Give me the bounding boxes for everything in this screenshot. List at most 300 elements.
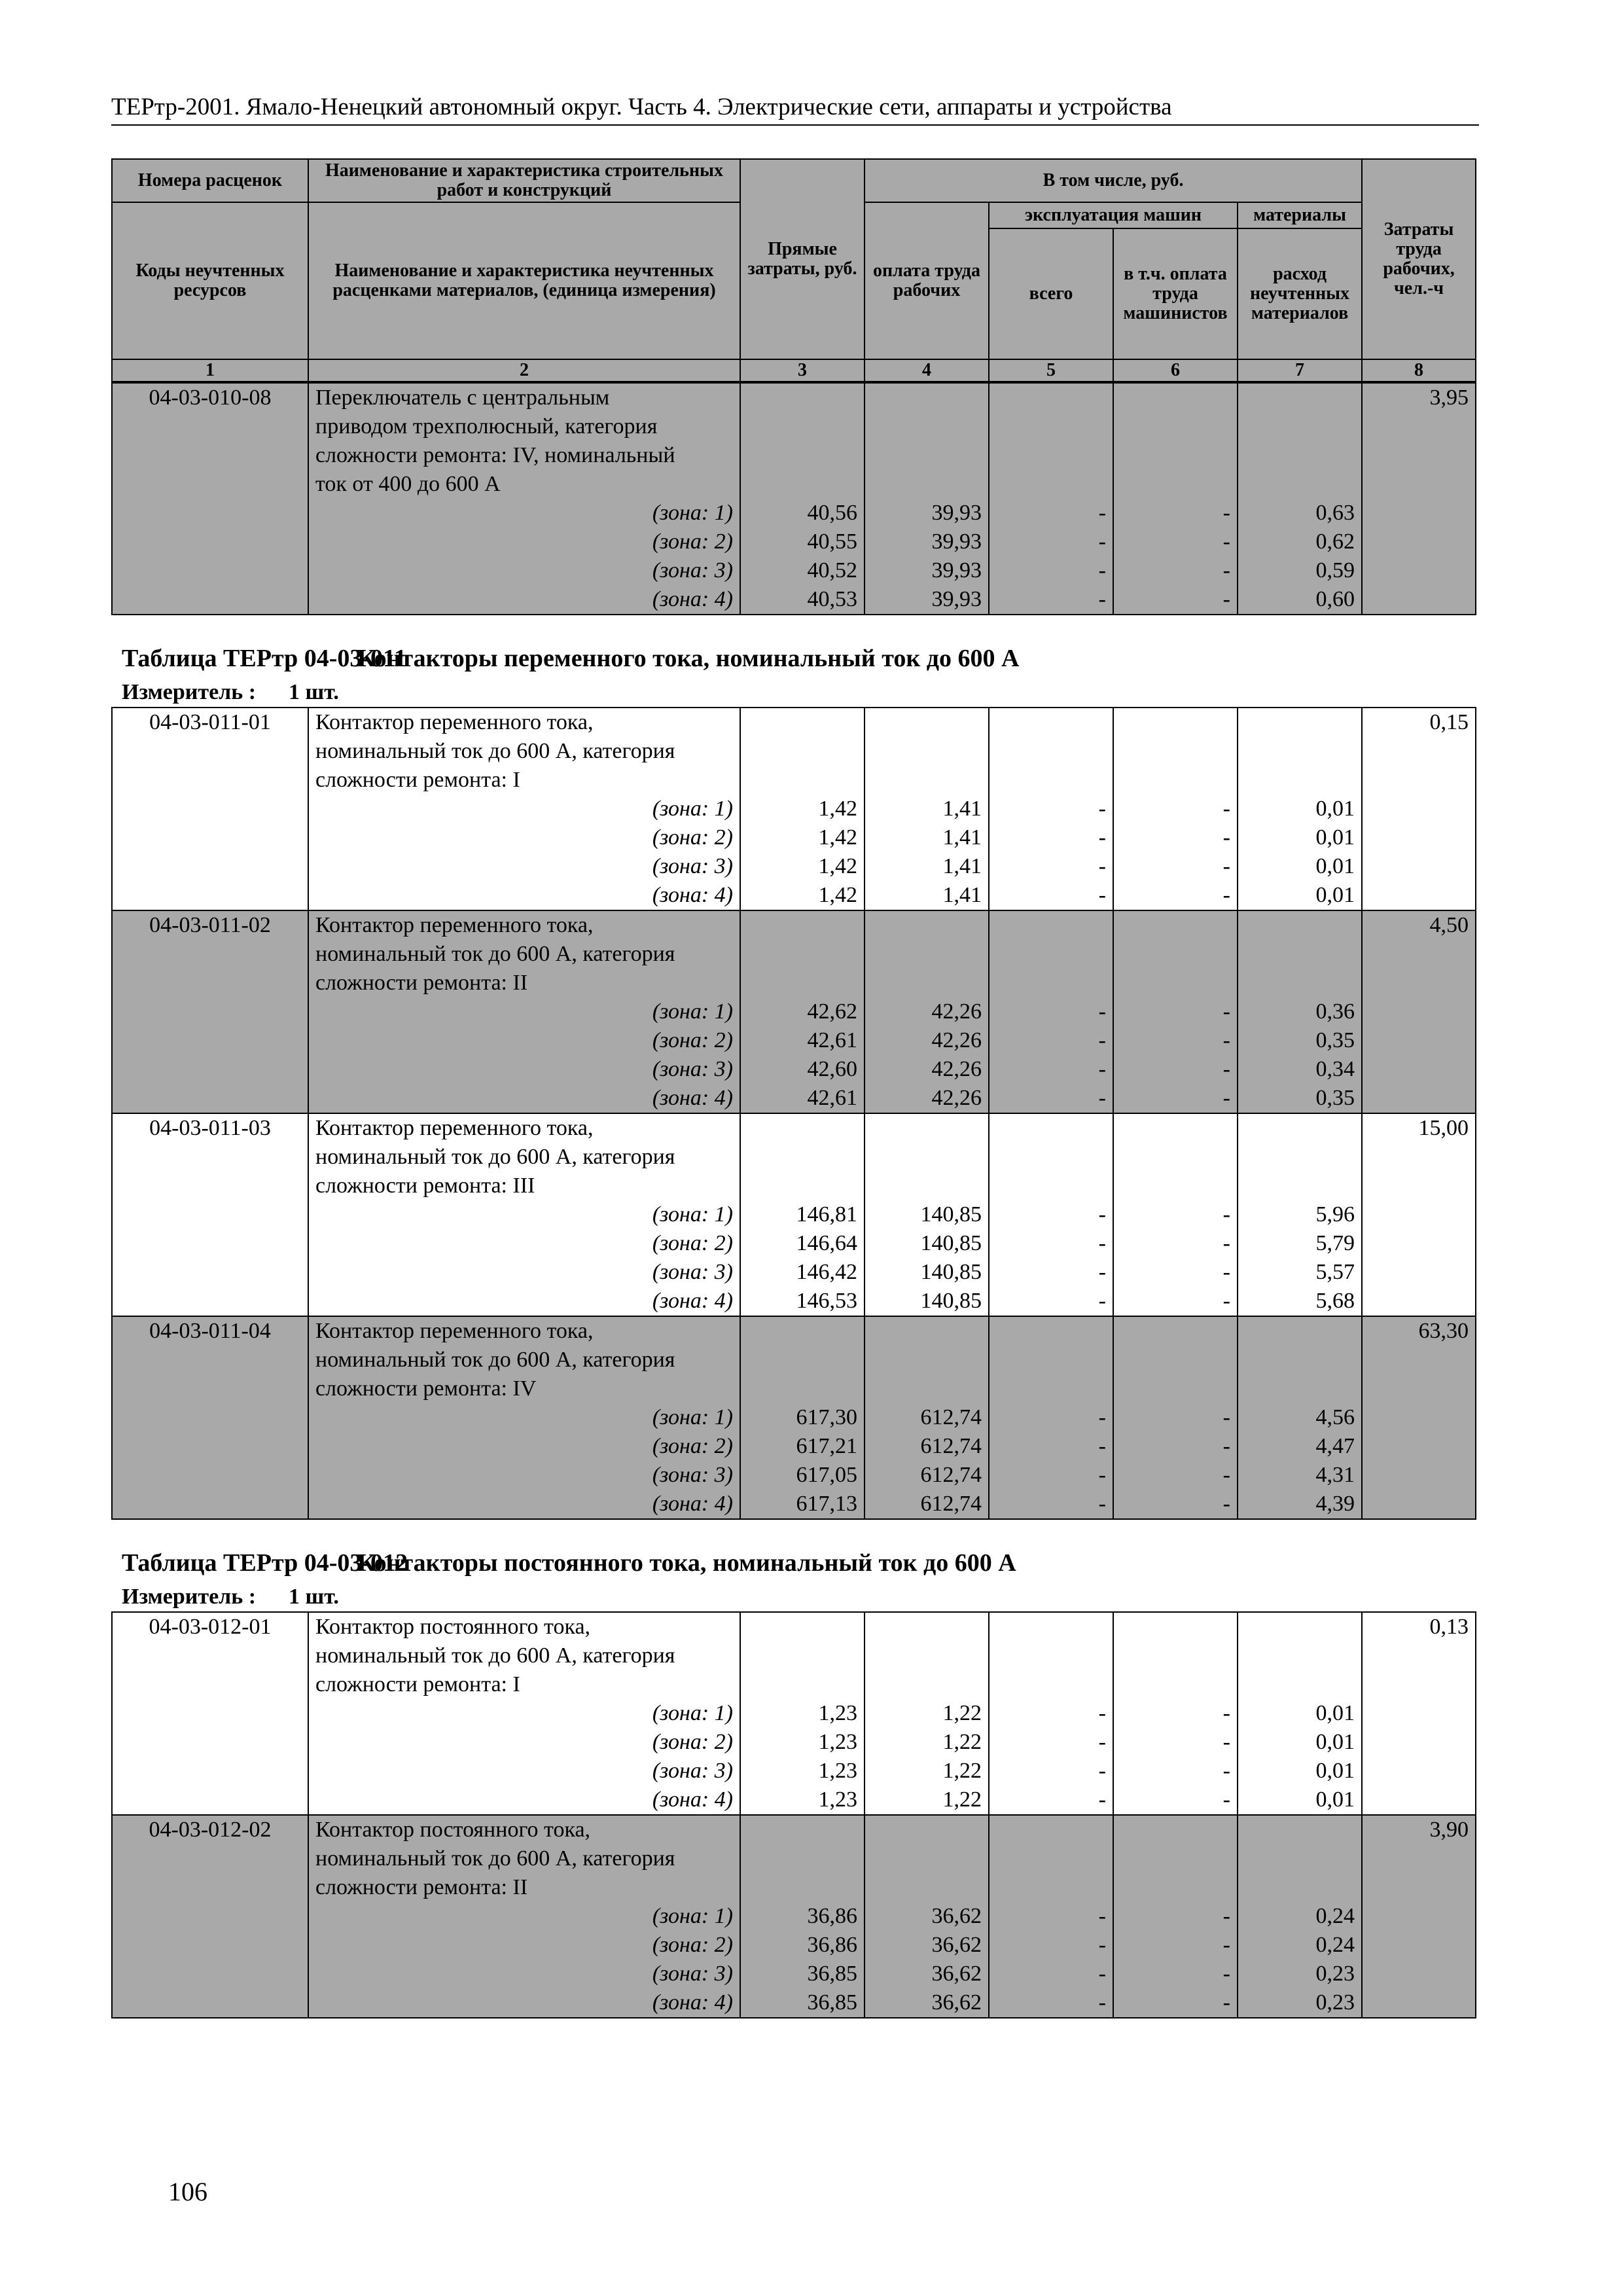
rate-group [112, 708, 1476, 910]
empty-cell [112, 969, 308, 997]
header-work-name: Наименование и характеристика строительных работ и конструкций [308, 159, 740, 202]
zone-label: (зона: 4) [308, 585, 740, 615]
empty-cell [1238, 1641, 1362, 1670]
machinist-wages: - [1113, 556, 1238, 585]
worker-wages: 1,41 [865, 795, 989, 823]
empty-cell [1362, 441, 1476, 470]
empty-cell [865, 1316, 989, 1346]
empty-cell [112, 1670, 308, 1699]
empty-cell [1238, 412, 1362, 441]
empty-cell [1113, 708, 1238, 737]
machines-total: - [989, 585, 1113, 615]
machines-total: - [989, 1988, 1113, 2018]
empty-cell [112, 1055, 308, 1084]
empty-cell [1238, 1815, 1362, 1844]
empty-cell [1362, 766, 1476, 795]
table-title-code: Таблица ТЕРтр 04-03-011 [122, 645, 406, 672]
empty-cell [865, 470, 989, 499]
empty-cell [989, 910, 1113, 940]
rates-table [111, 707, 1476, 1520]
empty-cell [989, 1346, 1113, 1374]
machines-total: - [989, 1757, 1113, 1785]
labor-hours: 0,13 [1362, 1612, 1476, 1641]
machinist-wages: - [1113, 1403, 1238, 1432]
worker-wages: 1,22 [865, 1699, 989, 1728]
empty-cell [1362, 528, 1476, 556]
empty-cell [740, 940, 865, 969]
zone-label: (зона: 2) [308, 1931, 740, 1960]
materials-cost: 0,60 [1238, 585, 1362, 615]
empty-cell [989, 1641, 1113, 1670]
direct-cost: 40,52 [740, 556, 865, 585]
header-direct-costs: Прямые затраты, руб. [740, 159, 865, 359]
empty-cell [1113, 1670, 1238, 1699]
machinist-wages: - [1113, 1026, 1238, 1055]
empty-cell [112, 1490, 308, 1519]
zone-row [112, 1490, 1476, 1519]
empty-cell [1113, 441, 1238, 470]
zone-row [112, 795, 1476, 823]
empty-cell [112, 1287, 308, 1316]
zone-row [112, 1728, 1476, 1757]
empty-cell [865, 1844, 989, 1873]
empty-cell [1362, 1346, 1476, 1374]
zone-label: (зона: 3) [308, 1055, 740, 1084]
empty-cell [112, 1229, 308, 1258]
empty-cell [740, 737, 865, 766]
zone-label: (зона: 3) [308, 556, 740, 585]
worker-wages: 1,41 [865, 881, 989, 910]
empty-cell [1113, 1844, 1238, 1873]
name-line-row [112, 737, 1476, 766]
name-line-row [112, 383, 1476, 412]
name-line-row [112, 1172, 1476, 1200]
worker-wages: 36,62 [865, 1931, 989, 1960]
machines-total: - [989, 997, 1113, 1026]
empty-cell [1238, 441, 1362, 470]
materials-cost: 0,24 [1238, 1931, 1362, 1960]
table-title-text: Контакторы постоянного тока, номинальный ток до 600 А [357, 1549, 1016, 1577]
materials-cost: 5,57 [1238, 1258, 1362, 1287]
empty-cell [865, 737, 989, 766]
zone-row [112, 1988, 1476, 2018]
rate-name-line: приводом трехполюсный, категория [308, 412, 740, 441]
empty-cell [740, 470, 865, 499]
empty-cell [1362, 940, 1476, 969]
zone-row [112, 499, 1476, 528]
empty-cell [740, 1873, 865, 1902]
zone-label: (зона: 1) [308, 1699, 740, 1728]
rate-group [112, 1113, 1476, 1316]
empty-cell [865, 1815, 989, 1844]
empty-cell [989, 737, 1113, 766]
labor-hours: 63,30 [1362, 1316, 1476, 1346]
header-material-name: Наименование и характеристика неучтенных расценками материалов, (единица измерения) [308, 202, 740, 359]
empty-cell [989, 708, 1113, 737]
machines-total: - [989, 1200, 1113, 1229]
empty-cell [1238, 1113, 1362, 1143]
machines-total: - [989, 1258, 1113, 1287]
zone-label: (зона: 2) [308, 1432, 740, 1461]
empty-cell [865, 383, 989, 412]
empty-cell [989, 969, 1113, 997]
direct-cost: 40,53 [740, 585, 865, 615]
empty-cell [740, 766, 865, 795]
machinist-wages: - [1113, 1902, 1238, 1931]
empty-cell [1238, 1670, 1362, 1699]
materials-cost: 0,23 [1238, 1988, 1362, 2018]
machinist-wages: - [1113, 1258, 1238, 1287]
rate-name-line: Контактор постоянного тока, [308, 1612, 740, 1641]
machines-total: - [989, 1960, 1113, 1988]
zone-label: (зона: 1) [308, 997, 740, 1026]
zone-label: (зона: 2) [308, 1728, 740, 1757]
empty-cell [1113, 1873, 1238, 1902]
empty-cell [740, 1374, 865, 1403]
empty-cell [1362, 1699, 1476, 1728]
empty-cell [740, 1670, 865, 1699]
empty-cell [865, 1873, 989, 1902]
zone-label: (зона: 1) [308, 1403, 740, 1432]
empty-cell [1238, 1374, 1362, 1403]
worker-wages: 36,62 [865, 1988, 989, 2018]
direct-cost: 146,53 [740, 1287, 865, 1316]
zone-row [112, 1055, 1476, 1084]
header-machines-total: всего [989, 228, 1113, 359]
name-line-row [112, 1374, 1476, 1403]
empty-cell [989, 383, 1113, 412]
empty-cell [112, 1931, 308, 1960]
empty-cell [1238, 470, 1362, 499]
empty-cell [112, 1461, 308, 1490]
empty-cell [1113, 470, 1238, 499]
empty-cell [1238, 969, 1362, 997]
empty-cell [740, 1641, 865, 1670]
empty-cell [112, 1374, 308, 1403]
materials-cost: 0,01 [1238, 823, 1362, 852]
running-head: ТЕРтр-2001. Ямало-Ненецкий автономный округ. Часть 4. Электрические сети, аппараты и устройства [111, 92, 1479, 126]
machinist-wages: - [1113, 1461, 1238, 1490]
materials-cost: 0,23 [1238, 1960, 1362, 1988]
empty-cell [865, 1346, 989, 1374]
empty-cell [1362, 1670, 1476, 1699]
rate-name-line: сложности ремонта: IV, номинальный [308, 441, 740, 470]
empty-cell [112, 1757, 308, 1785]
materials-cost: 0,01 [1238, 881, 1362, 910]
empty-cell [865, 1113, 989, 1143]
rate-name-line: сложности ремонта: IV [308, 1374, 740, 1403]
empty-cell [740, 1113, 865, 1143]
empty-cell [740, 1346, 865, 1374]
empty-cell [1113, 383, 1238, 412]
empty-cell [1362, 1287, 1476, 1316]
name-line-row [112, 1346, 1476, 1374]
worker-wages: 42,26 [865, 1084, 989, 1113]
zone-row [112, 1902, 1476, 1931]
machines-total: - [989, 528, 1113, 556]
empty-cell [112, 441, 308, 470]
zone-row [112, 1461, 1476, 1490]
worker-wages: 39,93 [865, 499, 989, 528]
empty-cell [740, 1815, 865, 1844]
empty-cell [865, 1612, 989, 1641]
name-line-row [112, 412, 1476, 441]
zone-row [112, 823, 1476, 852]
empty-cell [1238, 766, 1362, 795]
machinist-wages: - [1113, 1728, 1238, 1757]
zone-label: (зона: 2) [308, 1229, 740, 1258]
zone-row [112, 1200, 1476, 1229]
empty-cell [989, 1374, 1113, 1403]
zone-label: (зона: 3) [308, 1258, 740, 1287]
col-number: 2 [308, 359, 740, 382]
empty-cell [740, 1612, 865, 1641]
worker-wages: 36,62 [865, 1960, 989, 1988]
table-title-code: Таблица ТЕРтр 04-03-012 [122, 1549, 408, 1577]
direct-cost: 1,42 [740, 823, 865, 852]
zone-row [112, 556, 1476, 585]
direct-cost: 146,42 [740, 1258, 865, 1287]
empty-cell [865, 910, 989, 940]
rate-code: 04-03-010-08 [112, 383, 308, 412]
rate-code: 04-03-011-02 [112, 910, 308, 940]
empty-cell [740, 383, 865, 412]
rate-name-line: Контактор переменного тока, [308, 910, 740, 940]
worker-wages: 140,85 [865, 1287, 989, 1316]
rates-table [111, 382, 1476, 615]
empty-cell [112, 795, 308, 823]
rate-name-line: номинальный ток до 600 А, категория [308, 1346, 740, 1374]
materials-cost: 0,01 [1238, 852, 1362, 881]
rate-code: 04-03-011-03 [112, 1113, 308, 1143]
empty-cell [1113, 1815, 1238, 1844]
machinist-wages: - [1113, 1055, 1238, 1084]
table-title [111, 643, 1479, 674]
machinist-wages: - [1113, 1084, 1238, 1113]
zone-label: (зона: 4) [308, 1988, 740, 2018]
empty-cell [989, 1844, 1113, 1873]
empty-cell [865, 708, 989, 737]
empty-cell [112, 528, 308, 556]
empty-cell [1362, 1403, 1476, 1432]
empty-cell [112, 585, 308, 615]
empty-cell [1362, 1728, 1476, 1757]
zone-row [112, 1403, 1476, 1432]
col-number: 7 [1238, 359, 1362, 382]
empty-cell [1362, 795, 1476, 823]
rate-name-line: сложности ремонта: I [308, 1670, 740, 1699]
materials-cost: 4,39 [1238, 1490, 1362, 1519]
col-number: 5 [989, 359, 1113, 382]
direct-cost: 146,64 [740, 1229, 865, 1258]
empty-cell [112, 1346, 308, 1374]
rates-table [111, 1611, 1476, 2018]
direct-cost: 36,85 [740, 1988, 865, 2018]
labor-hours: 15,00 [1362, 1113, 1476, 1143]
rate-group [112, 383, 1476, 615]
empty-cell [1362, 412, 1476, 441]
empty-cell [1113, 737, 1238, 766]
rate-group [112, 1316, 1476, 1519]
zone-row [112, 1084, 1476, 1113]
empty-cell [1113, 1641, 1238, 1670]
worker-wages: 612,74 [865, 1403, 989, 1432]
empty-cell [1362, 997, 1476, 1026]
rate-name-line: номинальный ток до 600 А, категория [308, 1844, 740, 1873]
materials-cost: 4,56 [1238, 1403, 1362, 1432]
empty-cell [1362, 585, 1476, 615]
worker-wages: 1,41 [865, 823, 989, 852]
col-number: 6 [1113, 359, 1238, 382]
page-number: 106 [168, 2177, 207, 2206]
materials-cost: 0,01 [1238, 1757, 1362, 1785]
materials-cost: 5,68 [1238, 1287, 1362, 1316]
machinist-wages: - [1113, 1931, 1238, 1960]
machinist-wages: - [1113, 528, 1238, 556]
rate-name-line: сложности ремонта: I [308, 766, 740, 795]
empty-cell [112, 1172, 308, 1200]
empty-cell [1113, 1346, 1238, 1374]
zone-label: (зона: 4) [308, 1287, 740, 1316]
empty-cell [1113, 1143, 1238, 1172]
worker-wages: 36,62 [865, 1902, 989, 1931]
empty-cell [1362, 1641, 1476, 1670]
empty-cell [1362, 969, 1476, 997]
empty-cell [112, 1403, 308, 1432]
machinist-wages: - [1113, 499, 1238, 528]
header-materials: материалы [1238, 202, 1362, 228]
rate-name-line: сложности ремонта: II [308, 1873, 740, 1902]
zone-label: (зона: 4) [308, 881, 740, 910]
empty-cell [865, 1172, 989, 1200]
materials-cost: 0,01 [1238, 795, 1362, 823]
name-line-row [112, 470, 1476, 499]
machinist-wages: - [1113, 997, 1238, 1026]
empty-cell [112, 766, 308, 795]
measure-unit: 1 шт. [289, 1585, 339, 1609]
rate-code: 04-03-012-01 [112, 1612, 308, 1641]
empty-cell [112, 940, 308, 969]
header-worker-wages: оплата труда рабочих [865, 202, 989, 359]
machines-total: - [989, 1699, 1113, 1728]
machines-total: - [989, 1461, 1113, 1490]
zone-label: (зона: 3) [308, 1757, 740, 1785]
zone-row [112, 528, 1476, 556]
zone-label: (зона: 4) [308, 1490, 740, 1519]
empty-cell [112, 556, 308, 585]
zone-row [112, 1757, 1476, 1785]
empty-cell [112, 823, 308, 852]
materials-cost: 0,01 [1238, 1785, 1362, 1815]
zone-label: (зона: 4) [308, 1785, 740, 1815]
zone-label: (зона: 2) [308, 1026, 740, 1055]
header-machines: эксплуатация машин [989, 202, 1238, 228]
empty-cell [1362, 1026, 1476, 1055]
empty-cell [1362, 1374, 1476, 1403]
zone-row [112, 1931, 1476, 1960]
empty-cell [865, 1670, 989, 1699]
machines-total: - [989, 1432, 1113, 1461]
rate-name-line: Контактор переменного тока, [308, 708, 740, 737]
rate-name-line: номинальный ток до 600 А, категория [308, 1143, 740, 1172]
empty-cell [1362, 1757, 1476, 1785]
empty-cell [740, 708, 865, 737]
machinist-wages: - [1113, 881, 1238, 910]
materials-cost: 0,63 [1238, 499, 1362, 528]
zone-row [112, 1432, 1476, 1461]
materials-cost: 0,01 [1238, 1699, 1362, 1728]
machines-total: - [989, 499, 1113, 528]
zone-row [112, 881, 1476, 910]
empty-cell [989, 940, 1113, 969]
zone-label: (зона: 1) [308, 1902, 740, 1931]
labor-hours: 3,95 [1362, 383, 1476, 412]
rate-name-line: Контактор переменного тока, [308, 1113, 740, 1143]
header-unaccounted-materials: расход неучтенных материалов [1238, 228, 1362, 359]
empty-cell [740, 1316, 865, 1346]
direct-cost: 42,61 [740, 1084, 865, 1113]
rate-name-line: номинальный ток до 600 А, категория [308, 940, 740, 969]
empty-cell [1362, 1143, 1476, 1172]
zone-row [112, 1960, 1476, 1988]
empty-cell [1362, 1785, 1476, 1815]
empty-cell [989, 470, 1113, 499]
empty-cell [989, 1113, 1113, 1143]
empty-cell [1238, 1844, 1362, 1873]
empty-cell [1238, 1612, 1362, 1641]
machines-total: - [989, 1055, 1113, 1084]
direct-cost: 1,42 [740, 852, 865, 881]
direct-cost: 1,23 [740, 1785, 865, 1815]
empty-cell [1113, 1612, 1238, 1641]
measure-unit-line [111, 678, 1479, 707]
header-labor-costs: Затраты труда рабочих, чел.-ч [1362, 159, 1476, 359]
name-line-row [112, 940, 1476, 969]
direct-cost: 42,61 [740, 1026, 865, 1055]
worker-wages: 42,26 [865, 1055, 989, 1084]
measure-label: Измеритель : [122, 1585, 257, 1609]
empty-cell [112, 997, 308, 1026]
machinist-wages: - [1113, 1988, 1238, 2018]
empty-cell [989, 1612, 1113, 1641]
machines-total: - [989, 1403, 1113, 1432]
col-number: 1 [112, 359, 308, 382]
empty-cell [1362, 1461, 1476, 1490]
zone-label: (зона: 2) [308, 823, 740, 852]
zone-row [112, 1258, 1476, 1287]
zone-row [112, 1699, 1476, 1728]
worker-wages: 1,22 [865, 1785, 989, 1815]
machinist-wages: - [1113, 1757, 1238, 1785]
worker-wages: 612,74 [865, 1461, 989, 1490]
empty-cell [989, 1143, 1113, 1172]
name-line-row [112, 1612, 1476, 1641]
empty-cell [112, 1026, 308, 1055]
empty-cell [112, 1960, 308, 1988]
empty-cell [1113, 969, 1238, 997]
machines-total: - [989, 852, 1113, 881]
direct-cost: 42,60 [740, 1055, 865, 1084]
materials-cost: 0,35 [1238, 1084, 1362, 1113]
empty-cell [112, 1143, 308, 1172]
materials-cost: 0,01 [1238, 1728, 1362, 1757]
empty-cell [1113, 910, 1238, 940]
empty-cell [740, 1143, 865, 1172]
empty-cell [989, 1670, 1113, 1699]
machines-total: - [989, 1728, 1113, 1757]
zone-row [112, 585, 1476, 615]
empty-cell [1238, 940, 1362, 969]
